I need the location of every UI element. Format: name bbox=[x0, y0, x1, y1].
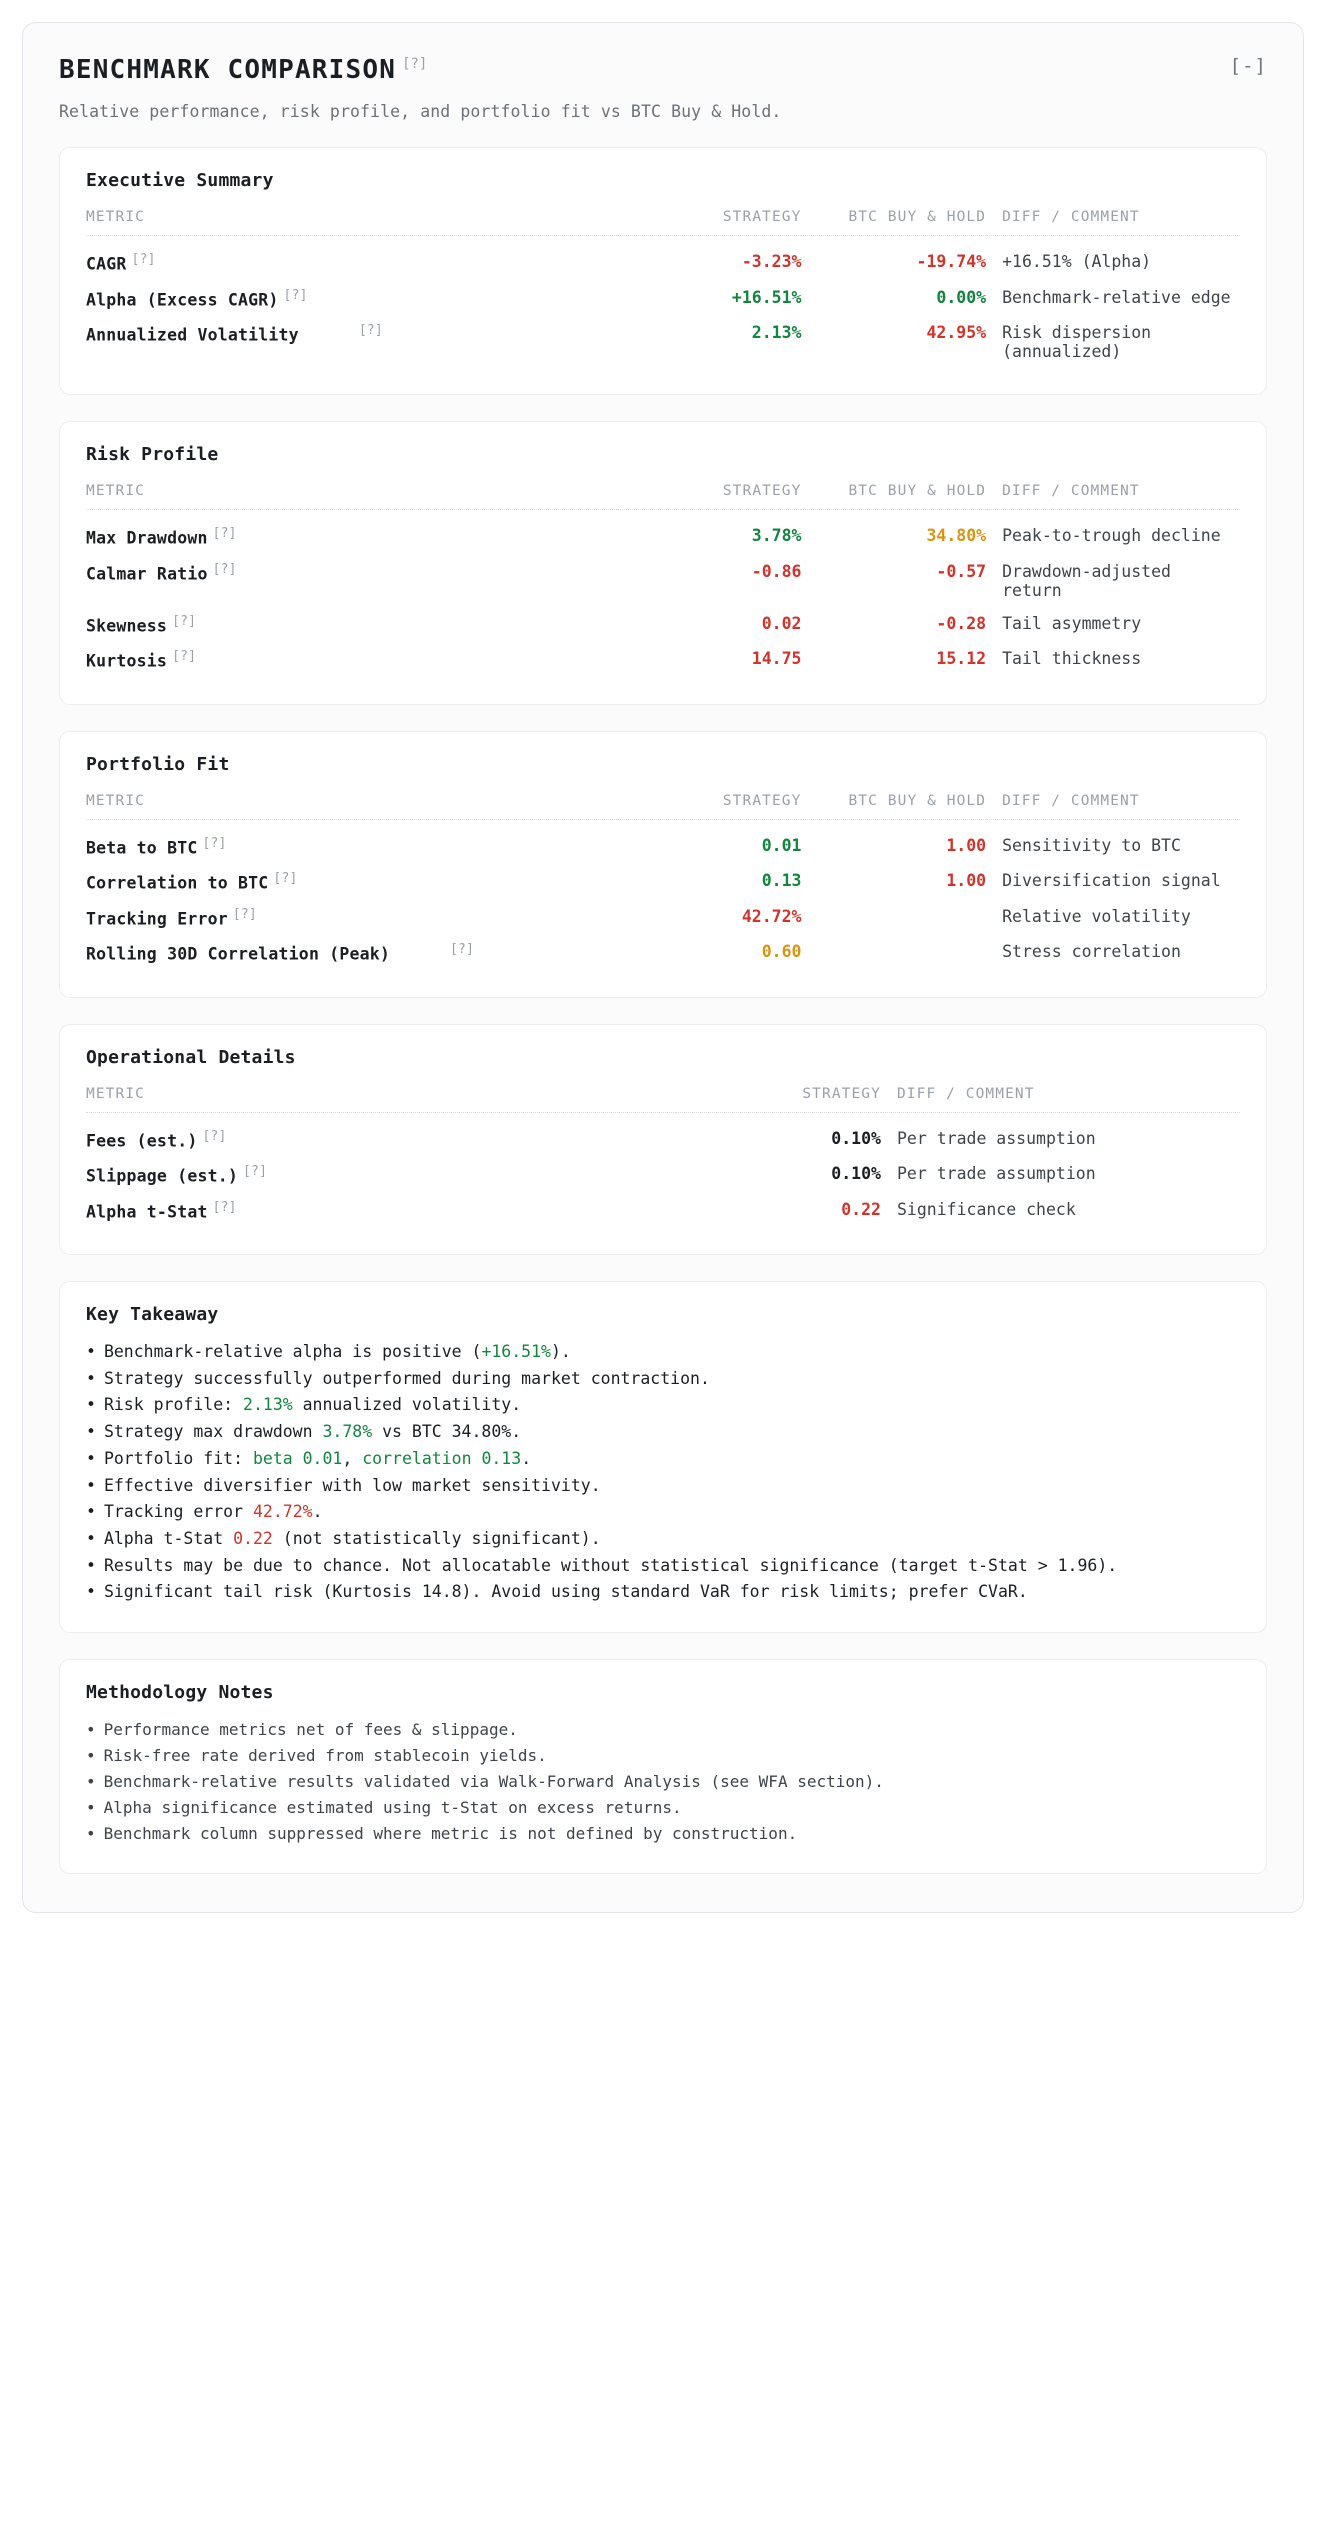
table-row bbox=[86, 236, 1240, 281]
strategy-value: 0.10% bbox=[831, 1164, 881, 1183]
list-item bbox=[86, 1499, 1240, 1526]
takeaway-text: annualized volatility. bbox=[292, 1395, 522, 1415]
strategy-value: 0.13 bbox=[761, 871, 802, 890]
strategy-value: -3.23% bbox=[741, 252, 802, 271]
comment-text: Relative volatility bbox=[1002, 906, 1191, 926]
bullet-icon: • bbox=[86, 1582, 96, 1602]
metric-label: Alpha t-Stat [?] bbox=[86, 1199, 237, 1221]
column-header-metric: METRIC bbox=[86, 1082, 676, 1113]
bullet-icon: • bbox=[86, 1448, 96, 1468]
list-item bbox=[86, 1392, 1240, 1419]
strategy-value: 0.60 bbox=[761, 942, 802, 961]
comment-text: Drawdown-adjusted return bbox=[1002, 561, 1171, 600]
takeaway-text: vs BTC 34.80%. bbox=[372, 1422, 522, 1442]
metric-label: Calmar Ratio [?] bbox=[86, 561, 237, 583]
list-item bbox=[86, 1769, 1240, 1795]
bullet-icon: • bbox=[86, 1746, 96, 1766]
table-row bbox=[86, 281, 1240, 317]
bullet-icon: • bbox=[86, 1502, 96, 1522]
list-item bbox=[86, 1366, 1240, 1393]
comment-text: Risk dispersion (annualized) bbox=[1002, 323, 1152, 361]
comment-text: Benchmark-relative edge bbox=[1002, 287, 1231, 307]
help-icon[interactable]: [?] bbox=[232, 906, 257, 922]
benchmark-value bbox=[801, 900, 986, 936]
methodology-notes-list bbox=[86, 1717, 1240, 1847]
metric-label: Correlation to BTC [?] bbox=[86, 871, 298, 893]
metric-label: CAGR [?] bbox=[86, 252, 156, 274]
takeaway-text: ). bbox=[550, 1342, 571, 1361]
comment-text: Stress correlation bbox=[1002, 942, 1181, 961]
metric-label: Skewness [?] bbox=[86, 613, 197, 635]
page-title-text: BENCHMARK COMPARISON bbox=[59, 55, 397, 85]
metric-table bbox=[86, 789, 1240, 971]
takeaway-text: Effective diversifier with low market sensitivity. bbox=[103, 1475, 601, 1495]
takeaway-text: correlation 0.13 bbox=[362, 1448, 522, 1468]
table-row bbox=[86, 1112, 1240, 1157]
takeaway-text: +16.51% bbox=[481, 1342, 551, 1361]
takeaway-text: 3.78% bbox=[322, 1422, 373, 1442]
takeaway-text: Alpha t-Stat bbox=[103, 1529, 234, 1549]
metric-card bbox=[59, 1024, 1267, 1256]
takeaway-text: Risk profile: bbox=[103, 1395, 244, 1415]
takeaway-text: Strategy successfully outperformed during market contraction. bbox=[103, 1368, 710, 1388]
list-item bbox=[86, 1743, 1240, 1769]
bullet-icon: • bbox=[86, 1368, 96, 1388]
bullet-icon: • bbox=[86, 1422, 96, 1442]
column-header-benchmark: BTC BUY & HOLD bbox=[801, 205, 986, 236]
note-text: Benchmark column suppressed where metric is not defined by construction. bbox=[103, 1823, 798, 1843]
note-text: Performance metrics net of fees & slippage. bbox=[103, 1720, 518, 1740]
help-icon[interactable]: [?] bbox=[212, 1199, 237, 1215]
strategy-value: 0.01 bbox=[761, 835, 802, 855]
metric-label: Rolling 30D Correlation (Peak) [?] bbox=[86, 942, 475, 964]
table-row bbox=[86, 864, 1240, 900]
column-header-metric: METRIC bbox=[86, 789, 617, 820]
column-header-comment: DIFF / COMMENT bbox=[986, 205, 1240, 236]
comment-text: Significance check bbox=[896, 1199, 1076, 1219]
table-row bbox=[86, 935, 1240, 971]
list-item bbox=[86, 1339, 1240, 1366]
benchmark-value: 42.95% bbox=[926, 323, 987, 342]
help-icon[interactable]: [?] bbox=[243, 1164, 268, 1179]
list-item bbox=[86, 1579, 1240, 1606]
comment-text: Peak-to-trough decline bbox=[1002, 526, 1221, 545]
takeaway-text: 0.22 bbox=[233, 1529, 273, 1549]
bullet-icon: • bbox=[86, 1720, 96, 1740]
takeaway-text: Portfolio fit: bbox=[103, 1448, 253, 1468]
benchmark-value bbox=[801, 935, 986, 971]
metric-label: Alpha (Excess CAGR) [?] bbox=[86, 287, 308, 309]
comment-text: Per trade assumption bbox=[896, 1164, 1096, 1183]
panel-subtitle: Relative performance, risk profile, and portfolio fit vs BTC Buy & Hold. bbox=[59, 102, 782, 121]
key-takeaway-title: Key Takeaway bbox=[86, 1304, 219, 1325]
help-icon[interactable]: [?] bbox=[212, 526, 237, 541]
metric-label: Slippage (est.) [?] bbox=[86, 1164, 268, 1186]
column-header-strategy: STRATEGY bbox=[617, 479, 802, 510]
help-icon[interactable]: [?] bbox=[283, 287, 308, 303]
metric-card bbox=[59, 731, 1267, 998]
column-header-strategy: STRATEGY bbox=[617, 205, 802, 236]
takeaway-text: Results may be due to chance. Not allocatable without statistical significance (target t-Stat > 1.96). bbox=[103, 1555, 1118, 1575]
table-header-row bbox=[86, 205, 1240, 236]
benchmark-value: 1.00 bbox=[946, 871, 987, 890]
list-item bbox=[86, 1717, 1240, 1743]
benchmark-value: -19.74% bbox=[916, 252, 987, 271]
help-icon[interactable]: [?] bbox=[358, 323, 383, 338]
metric-card bbox=[59, 421, 1267, 705]
list-item bbox=[86, 1446, 1240, 1473]
metric-table bbox=[86, 479, 1240, 678]
takeaway-text: beta 0.01 bbox=[252, 1448, 343, 1468]
help-icon[interactable]: [?] bbox=[402, 56, 428, 73]
note-text: Benchmark-relative results validated via Walk-Forward Analysis (see WFA section). bbox=[103, 1772, 884, 1791]
help-icon[interactable]: [?] bbox=[273, 871, 298, 886]
card-title: Executive Summary bbox=[86, 170, 274, 191]
comment-text: Tail thickness bbox=[1002, 649, 1142, 668]
benchmark-value: 34.80% bbox=[926, 526, 987, 545]
table-header-row bbox=[86, 479, 1240, 510]
metric-label: Annualized Volatility [?] bbox=[86, 323, 383, 345]
benchmark-value: 0.00% bbox=[936, 287, 987, 307]
help-icon[interactable]: [?] bbox=[202, 835, 227, 851]
table-row bbox=[86, 607, 1240, 643]
table-row bbox=[86, 555, 1240, 607]
comment-text: +16.51% (Alpha) bbox=[1002, 252, 1152, 271]
list-item bbox=[86, 1473, 1240, 1500]
table-row bbox=[86, 819, 1240, 864]
table-row bbox=[86, 510, 1240, 555]
strategy-value: 14.75 bbox=[751, 649, 802, 668]
takeaway-text: Strategy max drawdown bbox=[103, 1422, 323, 1442]
strategy-value: -0.86 bbox=[751, 561, 802, 581]
list-item bbox=[86, 1526, 1240, 1553]
card-title: Portfolio Fit bbox=[86, 753, 230, 775]
comment-text: Tail asymmetry bbox=[1002, 613, 1142, 633]
help-icon[interactable]: [?] bbox=[212, 561, 237, 577]
table-header-row bbox=[86, 789, 1240, 820]
card-title: Operational Details bbox=[86, 1046, 296, 1068]
table-row bbox=[86, 900, 1240, 936]
bullet-icon: • bbox=[86, 1823, 96, 1843]
methodology-notes-title: Methodology Notes bbox=[86, 1682, 274, 1704]
metric-label: Max Drawdown [?] bbox=[86, 526, 237, 548]
benchmark-value: 15.12 bbox=[936, 649, 987, 668]
panel-header bbox=[59, 55, 1267, 85]
strategy-value: 2.13% bbox=[751, 323, 802, 342]
benchmark-value: -0.57 bbox=[936, 561, 987, 581]
list-item bbox=[86, 1553, 1240, 1580]
takeaway-text: Tracking error bbox=[103, 1502, 253, 1522]
note-text: Alpha significance estimated using t-Stat on excess returns. bbox=[103, 1797, 682, 1817]
takeaway-text: (not statistically significant). bbox=[272, 1529, 601, 1549]
takeaway-text: . bbox=[312, 1502, 323, 1522]
comment-text: Sensitivity to BTC bbox=[1002, 835, 1181, 855]
bullet-icon: • bbox=[86, 1797, 96, 1817]
column-header-benchmark: BTC BUY & HOLD bbox=[801, 479, 986, 510]
card-title: Risk Profile bbox=[86, 444, 219, 465]
collapse-toggle[interactable]: [-] bbox=[1229, 55, 1267, 77]
bullet-icon: • bbox=[86, 1772, 96, 1791]
column-header-comment: DIFF / COMMENT bbox=[881, 1082, 1240, 1113]
column-header-benchmark: BTC BUY & HOLD bbox=[801, 789, 986, 820]
strategy-value: 0.02 bbox=[761, 613, 802, 633]
help-icon[interactable]: [?] bbox=[131, 252, 156, 267]
benchmark-comparison-panel bbox=[22, 22, 1304, 1913]
strategy-value: 0.22 bbox=[841, 1199, 881, 1219]
benchmark-value: -0.28 bbox=[936, 613, 987, 633]
bullet-icon: • bbox=[86, 1475, 96, 1495]
metric-card bbox=[59, 147, 1267, 395]
metric-table bbox=[86, 205, 1240, 368]
bullet-icon: • bbox=[86, 1342, 96, 1361]
page-title bbox=[59, 55, 427, 85]
column-header-comment: DIFF / COMMENT bbox=[986, 479, 1240, 510]
comment-text: Per trade assumption bbox=[896, 1128, 1096, 1148]
takeaway-text: Benchmark-relative alpha is positive ( bbox=[103, 1342, 482, 1361]
bullet-icon: • bbox=[86, 1555, 96, 1575]
metric-label: Fees (est.) [?] bbox=[86, 1128, 227, 1150]
help-icon[interactable]: [?] bbox=[450, 942, 475, 957]
list-item bbox=[86, 1419, 1240, 1446]
metric-table bbox=[86, 1082, 1240, 1229]
help-icon[interactable]: [?] bbox=[202, 1128, 227, 1144]
table-row bbox=[86, 316, 1240, 368]
methodology-notes-card bbox=[59, 1659, 1267, 1874]
column-header-metric: METRIC bbox=[86, 479, 617, 510]
column-header-strategy: STRATEGY bbox=[617, 789, 802, 820]
strategy-value: 3.78% bbox=[751, 526, 802, 545]
metric-label: Beta to BTC [?] bbox=[86, 835, 227, 857]
benchmark-value: 1.00 bbox=[946, 835, 987, 855]
table-row bbox=[86, 642, 1240, 678]
column-header-comment: DIFF / COMMENT bbox=[986, 789, 1240, 820]
takeaway-text: Significant tail risk (Kurtosis 14.8). Avoid using standard VaR for risk limits; prefer CVaR. bbox=[103, 1582, 1028, 1602]
table-header-row bbox=[86, 1082, 1240, 1113]
help-icon[interactable]: [?] bbox=[172, 649, 197, 664]
key-takeaway-card bbox=[59, 1281, 1267, 1633]
strategy-value: 42.72% bbox=[741, 906, 802, 926]
sections-host bbox=[59, 147, 1267, 1255]
metric-label: Tracking Error [?] bbox=[86, 906, 257, 928]
takeaway-text: . bbox=[521, 1448, 532, 1468]
help-icon[interactable]: [?] bbox=[172, 613, 197, 629]
key-takeaway-list bbox=[86, 1339, 1240, 1606]
table-row bbox=[86, 1193, 1240, 1229]
column-header-strategy: STRATEGY bbox=[676, 1082, 881, 1113]
takeaway-text: 42.72% bbox=[252, 1502, 313, 1522]
column-header-metric: METRIC bbox=[86, 205, 617, 236]
strategy-value: +16.51% bbox=[731, 287, 802, 307]
table-row bbox=[86, 1157, 1240, 1193]
note-text: Risk-free rate derived from stablecoin yields. bbox=[103, 1746, 547, 1766]
comment-text: Diversification signal bbox=[1002, 871, 1221, 890]
strategy-value: 0.10% bbox=[831, 1128, 881, 1148]
bullet-icon: • bbox=[86, 1395, 96, 1415]
list-item bbox=[86, 1821, 1240, 1847]
bullet-icon: • bbox=[86, 1529, 96, 1549]
takeaway-text: 2.13% bbox=[243, 1395, 293, 1415]
takeaway-text: , bbox=[342, 1448, 363, 1468]
metric-label: Kurtosis [?] bbox=[86, 649, 197, 671]
list-item bbox=[86, 1795, 1240, 1821]
